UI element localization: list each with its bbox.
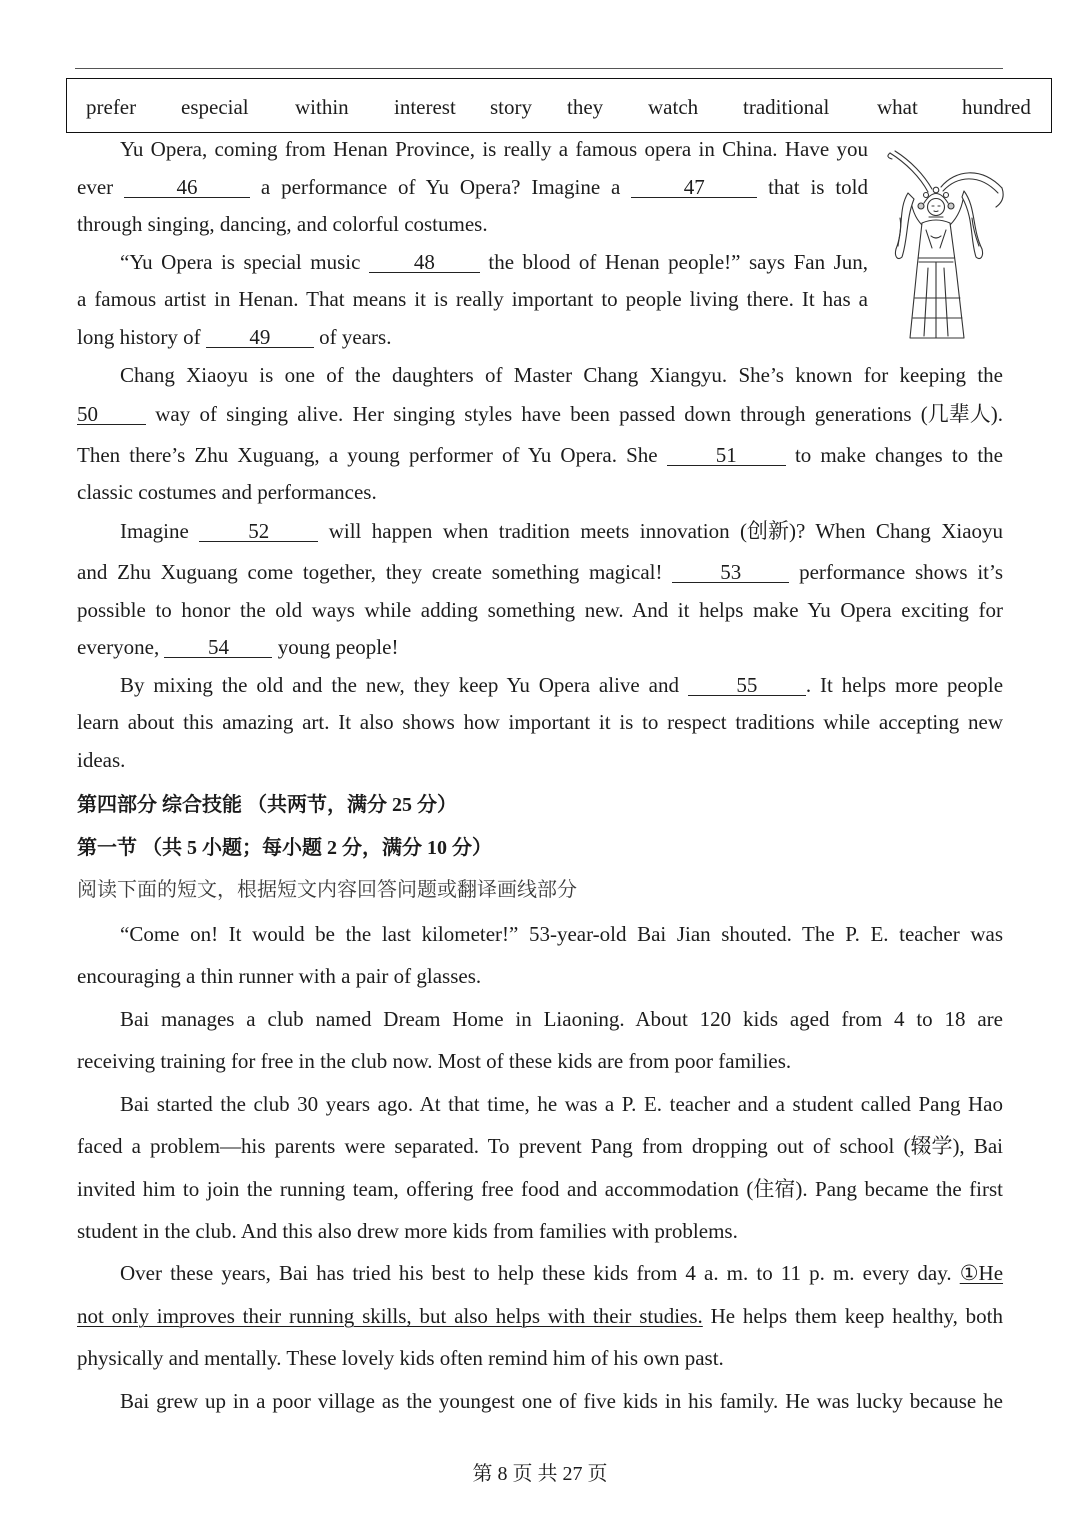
line-text: Over these years, Bai has tried his best to help these kids from 4 a. m. to 11 p. m. every day. bbox=[120, 1261, 952, 1285]
line-text: that is told bbox=[768, 175, 869, 199]
section-title: 第一节 （共 5 小题；每小题 2 分，满分 10 分） bbox=[77, 837, 492, 859]
passage-a-line-4 bbox=[120, 251, 868, 273]
header-rule bbox=[75, 68, 1003, 69]
word-bank-item: story bbox=[490, 95, 532, 119]
passage-b-line-4: receiving training for free in the club now. Most of these kids are from poor families. bbox=[77, 1049, 792, 1073]
passage-a-line-12 bbox=[77, 561, 1003, 583]
passage-b-line-7: invited him to join the running team, offering free food and accommodation (住宿). Pang became the first bbox=[77, 1177, 1003, 1201]
passage-b-line-12: Bai grew up in a poor village as the youngest one of five kids in his family. He was lucky because he bbox=[120, 1389, 1003, 1413]
passage-b-line-3: Bai manages a club named Dream Home in Liaoning. About 120 kids aged from 4 to 18 are bbox=[120, 1007, 1003, 1031]
underlined-sentence: not only improves their running skills, but also helps with their studies. bbox=[77, 1304, 703, 1328]
line-text: will happen when tradition meets innovation (创新)? When Chang Xiaoyu bbox=[328, 519, 1004, 543]
word-bank-item: within bbox=[295, 95, 349, 119]
line-text: He helps them keep healthy, both bbox=[710, 1304, 1004, 1328]
line-text: “Yu Opera is special music bbox=[120, 250, 361, 274]
passage-a-line-10: classic costumes and performances. bbox=[77, 480, 377, 504]
instruction: 阅读下面的短文，根据短文内容回答问题或翻译画线部分 bbox=[77, 879, 577, 901]
word-bank-box bbox=[66, 78, 1052, 133]
passage-a-line-16: learn about this amazing art. It also shows how important it is to respect traditions while accepting new bbox=[77, 710, 1003, 734]
word-bank-item: what bbox=[877, 95, 918, 119]
line-text: a performance of Yu Opera? Imagine a bbox=[260, 175, 621, 199]
word-bank-item: prefer bbox=[86, 95, 137, 119]
line-text: to make changes to the bbox=[794, 443, 1003, 467]
passage-a-line-17: ideas. bbox=[77, 748, 126, 772]
page-number: 第 8 页 共 27 页 bbox=[472, 1463, 608, 1485]
passage-a-line-14 bbox=[77, 636, 398, 658]
blank-55: 55 bbox=[688, 676, 806, 696]
line-text: young people! bbox=[277, 635, 399, 659]
passage-b-line-5: Bai started the club 30 years ago. At that time, he was a P. E. teacher and a student called Pang Hao bbox=[120, 1092, 1003, 1116]
passage-a-line-11 bbox=[120, 520, 1003, 542]
line-text: ever bbox=[77, 175, 114, 199]
line-text: Then there’s Zhu Xuguang, a young performer of Yu Opera. She bbox=[77, 443, 658, 467]
passage-a-line-6 bbox=[77, 326, 391, 348]
blank-52: 52 bbox=[199, 522, 318, 542]
line-text: performance shows it’s bbox=[799, 560, 1004, 584]
passage-a-line-5: a famous artist in Henan. That means it is really important to people living there. It has a bbox=[77, 287, 868, 311]
word-bank-item: they bbox=[567, 95, 604, 119]
word-bank-item: interest bbox=[394, 95, 456, 119]
passage-a-line-3: through singing, dancing, and colorful costumes. bbox=[77, 212, 488, 236]
line-text: long history of bbox=[77, 325, 201, 349]
blank-50: 50 bbox=[77, 405, 146, 425]
passage-a-line-8 bbox=[77, 403, 1003, 425]
passage-b-line-10 bbox=[77, 1305, 1003, 1327]
blank-51: 51 bbox=[667, 446, 786, 466]
passage-b-line-2: encouraging a thin runner with a pair of glasses. bbox=[77, 964, 482, 988]
passage-a-line-2 bbox=[77, 176, 868, 198]
passage-a-line-15 bbox=[120, 674, 1003, 696]
passage-b-line-6: faced a problem—his parents were separated. To prevent Pang from dropping out of school (辍学), Bai bbox=[77, 1134, 1003, 1158]
blank-47: 47 bbox=[631, 178, 757, 198]
word-bank-item: traditional bbox=[743, 95, 830, 119]
word-bank-item: hundred bbox=[962, 95, 1031, 119]
word-bank-item: especial bbox=[181, 95, 249, 119]
passage-b-line-1: “Come on! It would be the last kilometer!” 53-year-old Bai Jian shouted. The P. E. teacher was bbox=[120, 922, 1003, 946]
passage-a-line-13: possible to honor the old ways while adding something new. And it helps make Yu Opera exciting for bbox=[77, 598, 1003, 622]
blank-54: 54 bbox=[164, 638, 272, 658]
passage-a-line-9 bbox=[77, 444, 1003, 466]
line-text: By mixing the old and the new, they keep Yu Opera alive and bbox=[120, 673, 679, 697]
blank-48: 48 bbox=[369, 253, 480, 273]
line-text: of years. bbox=[319, 325, 392, 349]
line-text: Imagine bbox=[120, 519, 189, 543]
blank-49: 49 bbox=[206, 328, 314, 348]
part-title: 第四部分 综合技能 （共两节，满分 25 分） bbox=[77, 794, 457, 816]
underlined-sentence: ①He bbox=[959, 1261, 1004, 1285]
line-text: everyone, bbox=[77, 635, 160, 659]
passage-a-line-1: Yu Opera, coming from Henan Province, is really a famous opera in China. Have you bbox=[120, 137, 868, 161]
blank-46: 46 bbox=[124, 178, 250, 198]
passage-b-line-9 bbox=[120, 1262, 1003, 1284]
line-text: . It helps more people bbox=[805, 673, 1004, 697]
line-text: and Zhu Xuguang come together, they create something magical! bbox=[77, 560, 663, 584]
line-text: way of singing alive. Her singing styles have been passed down through generations (几辈人). bbox=[155, 402, 1003, 426]
word-bank-item: watch bbox=[648, 95, 699, 119]
opera-performer-illustration bbox=[884, 148, 1006, 344]
passage-b-line-8: student in the club. And this also drew more kids from families with problems. bbox=[77, 1219, 738, 1243]
line-text: the blood of Henan people!” says Fan Jun, bbox=[488, 250, 869, 274]
passage-b-line-11: physically and mentally. These lovely kids often remind him of his own past. bbox=[77, 1346, 724, 1370]
blank-53: 53 bbox=[672, 563, 789, 583]
passage-a-line-7: Chang Xiaoyu is one of the daughters of Master Chang Xiangyu. She’s known for keeping the bbox=[120, 363, 1003, 387]
